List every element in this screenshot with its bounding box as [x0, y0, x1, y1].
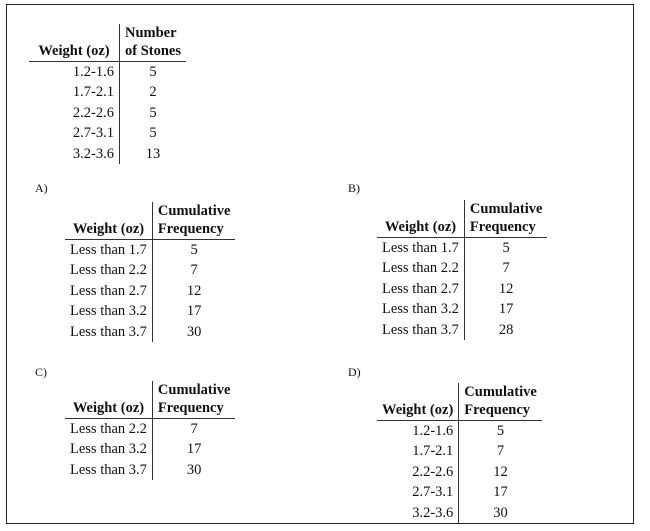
header-line2: Frequency	[464, 402, 531, 418]
header-line2: Frequency	[157, 400, 224, 416]
header-line1: Cumulative	[157, 382, 231, 398]
table-row	[65, 419, 235, 440]
table-row	[65, 301, 235, 321]
option-b-label: B)	[348, 181, 360, 195]
weight-cell: Less than 2.2	[65, 419, 152, 440]
table-row	[377, 320, 547, 340]
cumulative-frequency-header	[152, 202, 235, 240]
table-row	[377, 258, 547, 278]
count-header	[120, 24, 187, 62]
table-row	[29, 103, 186, 123]
value-cell: 7	[190, 421, 198, 437]
header-line1: Cumulative	[157, 203, 231, 219]
value-cell: 7	[496, 443, 505, 460]
weight-cell: Less than 1.7	[377, 238, 464, 259]
value-cell: 30	[493, 504, 508, 521]
weight-cell: 2.7-3.1	[29, 123, 120, 143]
weight-cell: Less than 2.7	[377, 279, 464, 299]
table-row	[65, 260, 235, 280]
table-row	[377, 441, 542, 461]
weight-cell: 1.7-2.1	[29, 82, 120, 102]
option-b-table	[377, 200, 547, 340]
cumulative-frequency-header	[464, 200, 547, 238]
value-cell: 17	[493, 484, 508, 501]
weight-header: Weight (oz)	[377, 383, 459, 421]
weight-cell: Less than 3.2	[65, 439, 152, 459]
table-row	[65, 460, 235, 480]
value-cell: 7	[502, 260, 510, 277]
table-row	[29, 123, 186, 143]
option-c-table	[65, 381, 235, 480]
header-line2: Frequency	[469, 219, 536, 235]
option-d-table	[377, 383, 542, 523]
weight-cell: Less than 3.2	[377, 299, 464, 319]
option-d-label: D)	[348, 365, 361, 379]
weight-cell: 3.2-3.6	[377, 503, 459, 523]
table-row	[377, 238, 547, 259]
count-header-line2: of Stones	[125, 43, 181, 59]
weight-cell: 1.7-2.1	[377, 441, 459, 461]
weight-cell: Less than 3.2	[65, 301, 152, 321]
table-row	[377, 421, 542, 442]
weight-header: Weight (oz)	[29, 24, 120, 62]
table-row	[65, 439, 235, 459]
value-cell: 5	[149, 104, 157, 121]
count-header-line1: Number	[125, 25, 177, 41]
value-cell: 12	[498, 280, 514, 297]
question-frame	[6, 4, 634, 524]
value-cell: 17	[186, 441, 202, 458]
value-cell: 12	[493, 463, 508, 480]
table-row	[377, 462, 542, 482]
value-cell: 17	[498, 301, 514, 318]
value-cell: 30	[186, 461, 202, 478]
weight-header: Weight (oz)	[377, 200, 464, 238]
table-row	[29, 144, 186, 164]
table-row	[65, 281, 235, 301]
weight-cell: 2.2-2.6	[377, 462, 459, 482]
option-a-table	[65, 202, 235, 342]
value-cell: 7	[190, 262, 198, 279]
table-row	[377, 299, 547, 319]
source-frequency-table	[29, 24, 186, 164]
value-cell: 12	[186, 282, 202, 299]
value-cell: 5	[496, 423, 505, 439]
weight-header: Weight (oz)	[65, 202, 152, 240]
value-cell: 13	[145, 145, 161, 162]
weight-cell: Less than 2.7	[65, 281, 152, 301]
header-line2: Frequency	[157, 221, 224, 237]
cumulative-frequency-header	[459, 383, 542, 421]
value-cell: 5	[149, 125, 157, 142]
value-cell: 30	[186, 323, 202, 340]
weight-cell: 3.2-3.6	[29, 144, 120, 164]
table-row	[65, 240, 235, 261]
option-a-label: A)	[35, 181, 48, 195]
cumulative-frequency-header	[152, 381, 235, 419]
value-cell: 5	[149, 64, 157, 80]
table-row	[29, 62, 186, 83]
weight-header: Weight (oz)	[65, 381, 152, 419]
weight-cell: 2.7-3.1	[377, 482, 459, 502]
weight-cell: Less than 1.7	[65, 240, 152, 261]
weight-cell: 1.2-1.6	[29, 62, 120, 83]
value-cell: 5	[502, 240, 510, 256]
value-cell: 5	[190, 242, 198, 258]
table-row	[377, 482, 542, 502]
weight-cell: Less than 2.2	[377, 258, 464, 278]
table-row	[377, 279, 547, 299]
option-c-label: C)	[35, 365, 47, 379]
header-line1: Cumulative	[469, 201, 543, 217]
header-line1: Cumulative	[464, 384, 537, 400]
weight-cell: 2.2-2.6	[29, 103, 120, 123]
table-row	[29, 82, 186, 102]
weight-cell: Less than 3.7	[65, 322, 152, 342]
weight-cell: 1.2-1.6	[377, 421, 459, 442]
value-cell: 28	[498, 321, 514, 338]
value-cell: 2	[149, 84, 157, 101]
weight-cell: Less than 2.2	[65, 260, 152, 280]
weight-cell: Less than 3.7	[65, 460, 152, 480]
table-row	[377, 503, 542, 523]
table-row	[65, 322, 235, 342]
value-cell: 17	[186, 303, 202, 320]
weight-cell: Less than 3.7	[377, 320, 464, 340]
